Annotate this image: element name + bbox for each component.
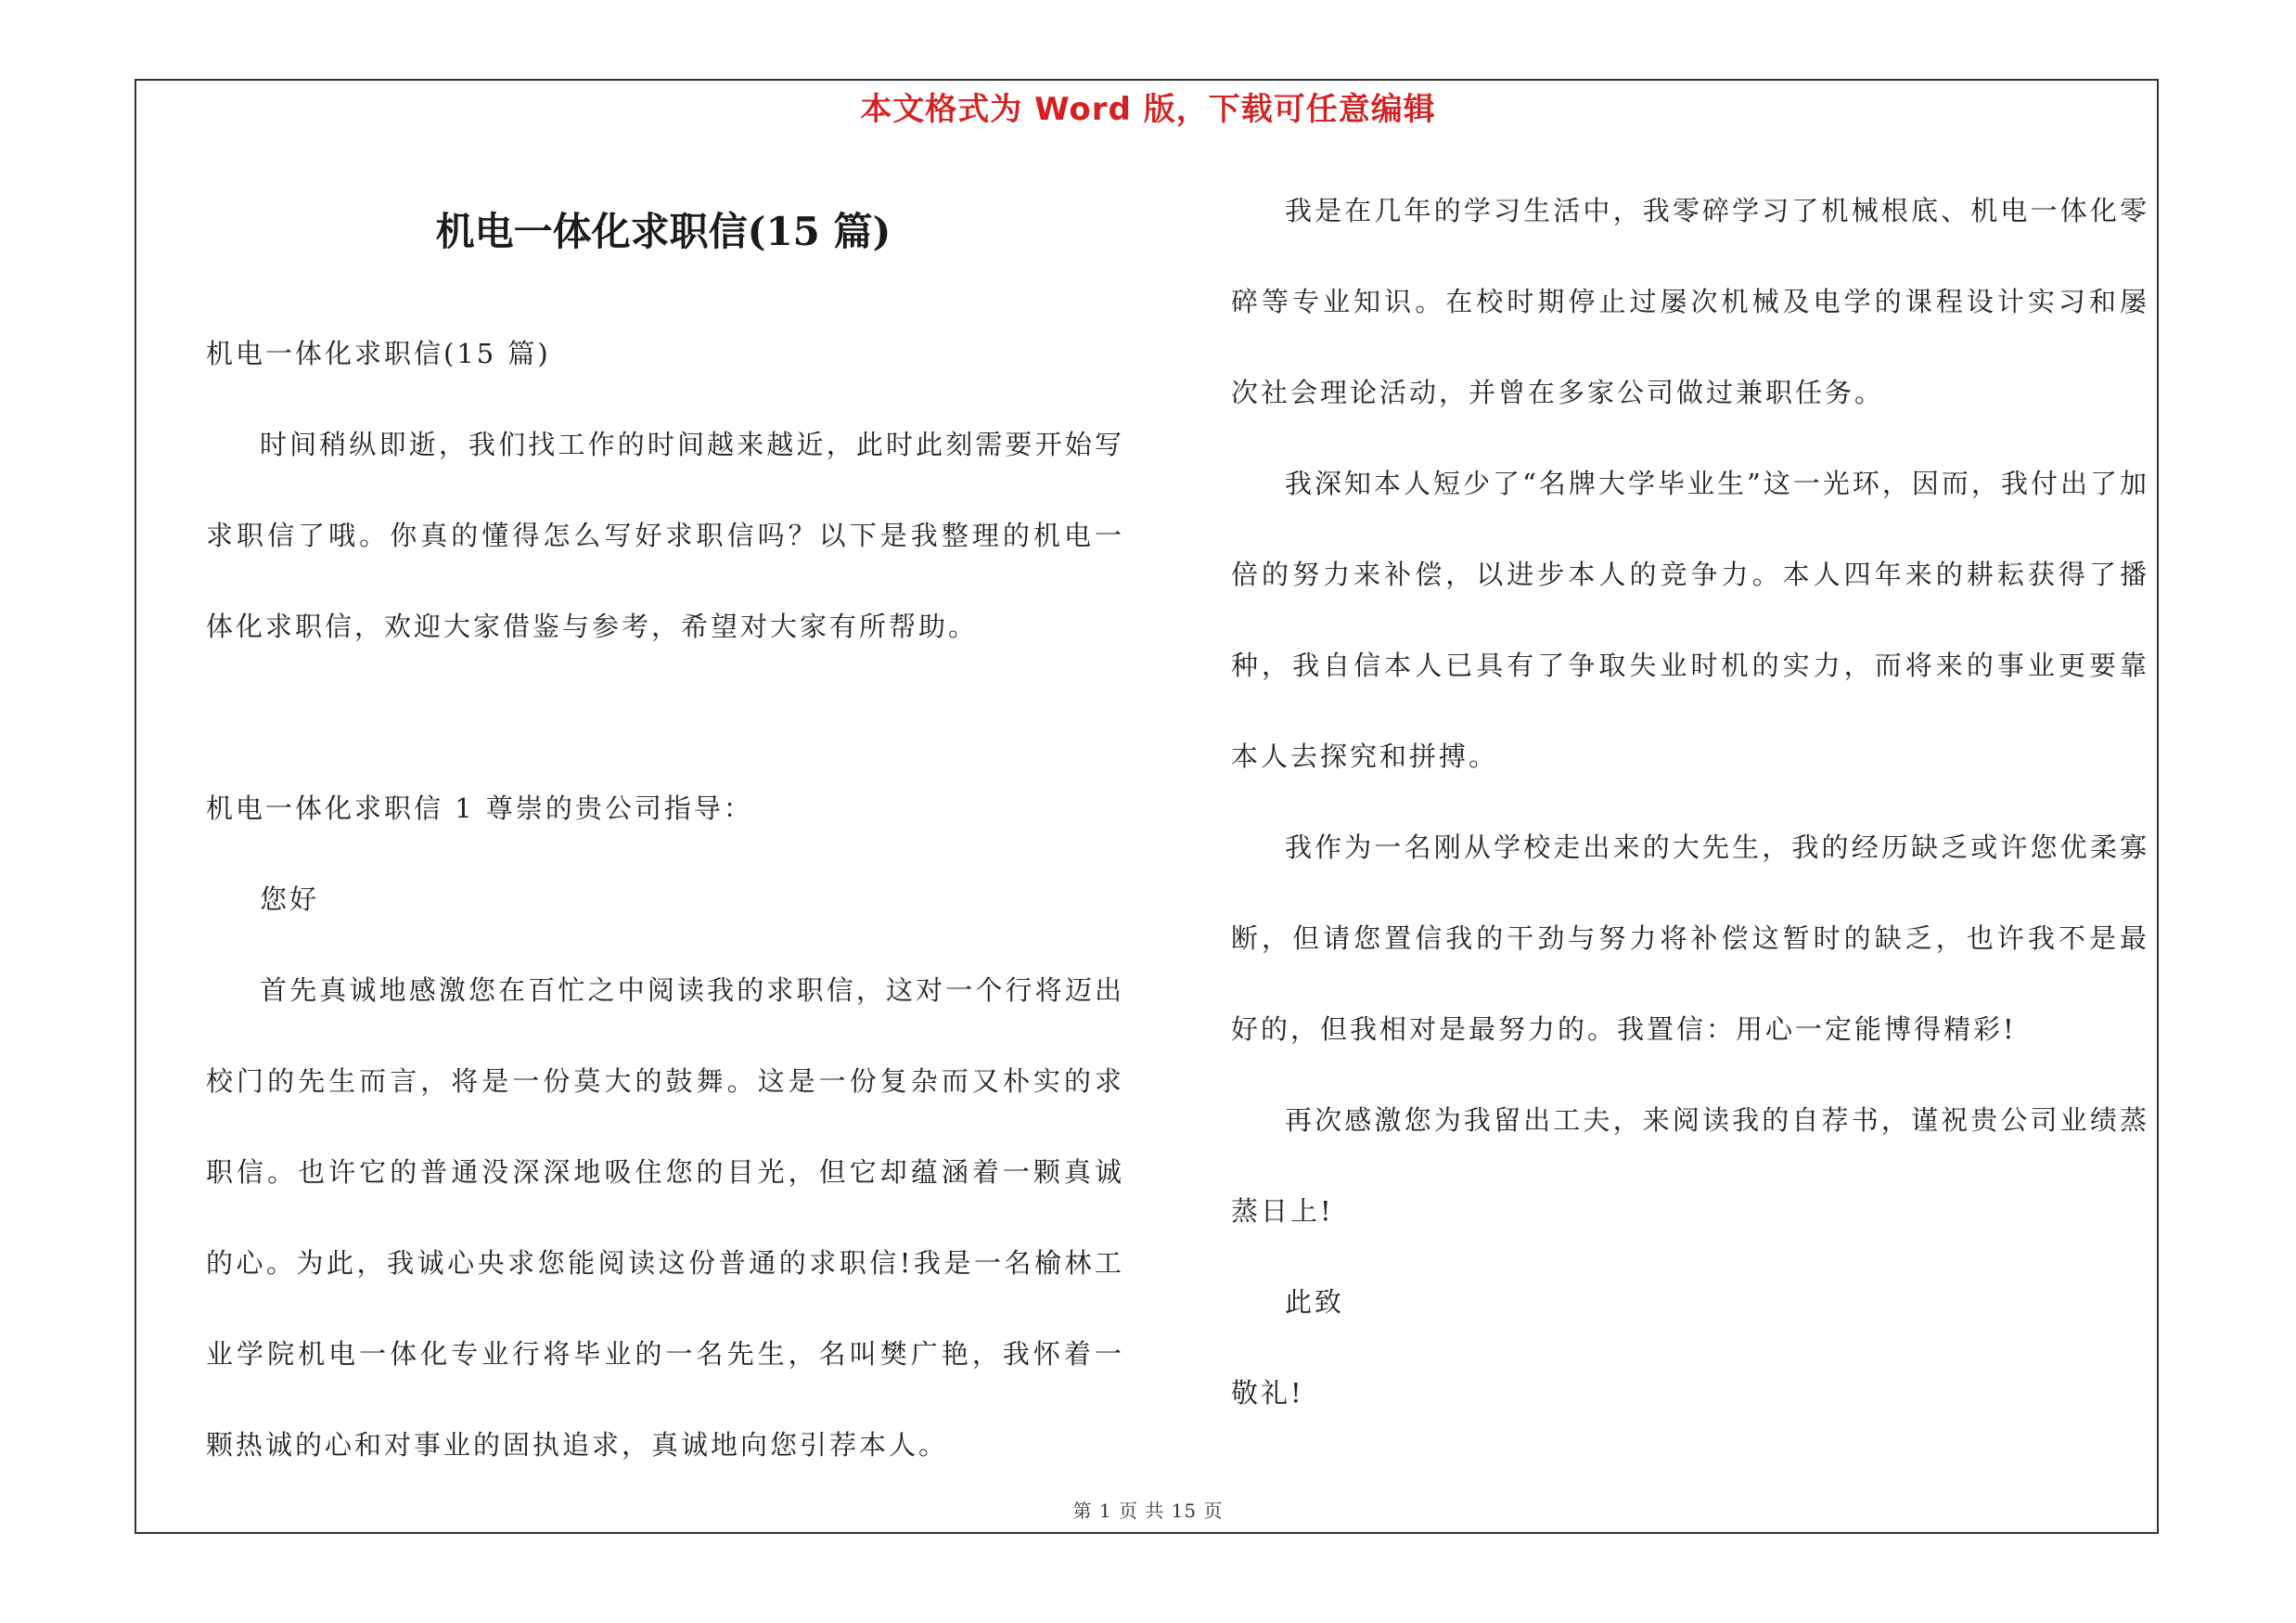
document-title: 机电一体化求职信(15 篇) bbox=[435, 209, 891, 254]
right-column bbox=[1231, 165, 2149, 1438]
body-paragraph-1: 首先真诚地感激您在百忙之中阅读我的求职信，这对一个行将迈出校门的先生而言，将是一份莫大的鼓舞。这是一份复杂而又朴实的求职信。也许它的普通没深深地吸住您的目光，但它却蕴涵着一颗真诚的心。为此，我诚心央求您能阅读这份普通的求职信!我是一名榆林工业学院机电一体化专业行将毕业的一名先生，名叫樊广艳，我怀着一颗热诚的心和对事业的固执追求，真诚地向您引荐本人。 bbox=[206, 974, 1124, 1461]
page-number: 第 1 页 共 15 页 bbox=[1072, 1500, 1224, 1522]
body-paragraph-2: 我是在几年的学习生活中，我零碎学习了机械根底、机电一体化零碎等专业知识。在校时期停止过屡次机械及电学的课程设计实习和屡次社会理论活动，并曾在多家公司做过兼职任务。 bbox=[1231, 195, 2149, 408]
body-paragraph-4: 我作为一名刚从学校走出来的大先生，我的经历缺乏或许您优柔寡断，但请您置信我的干劲与努力将补偿这暂时的缺乏，也许我不是最好的，但我相对是最努力的。我置信：用心一定能博得精彩! bbox=[1231, 831, 2149, 1045]
body-paragraph-5: 再次感激您为我留出工夫，来阅读我的自荐书，谨祝贵公司业绩蒸蒸日上! bbox=[1231, 1104, 2149, 1227]
paragraph-gap bbox=[206, 672, 1124, 763]
closing-line: 此致 bbox=[1285, 1286, 1345, 1318]
word-format-banner: 本文格式为 Word 版，下载可任意编辑 bbox=[860, 91, 1436, 128]
left-column bbox=[206, 308, 1124, 1490]
body-paragraph-3: 我深知本人短少了“名牌大学毕业生”这一光环，因而，我付出了加倍的努力来补偿，以进步本人的竞争力。本人四年来的耕耘获得了播种，我自信本人已具有了争取失业时机的实力，而将来的事业更要靠本人去探究和拼搏。 bbox=[1231, 468, 2149, 772]
subtitle-line: 机电一体化求职信(15 篇) bbox=[206, 338, 551, 369]
greeting: 您好 bbox=[260, 883, 320, 915]
letter-heading: 机电一体化求职信 1 尊崇的贵公司指导： bbox=[206, 792, 753, 824]
intro-paragraph: 时间稍纵即逝，我们找工作的时间越来越近，此时此刻需要开始写求职信了哦。你真的懂得怎么写好求职信吗？以下是我整理的机电一体化求职信，欢迎大家借鉴与参考，希望对大家有所帮助。 bbox=[206, 429, 1124, 642]
salutation-line: 敬礼! bbox=[1231, 1377, 1304, 1409]
